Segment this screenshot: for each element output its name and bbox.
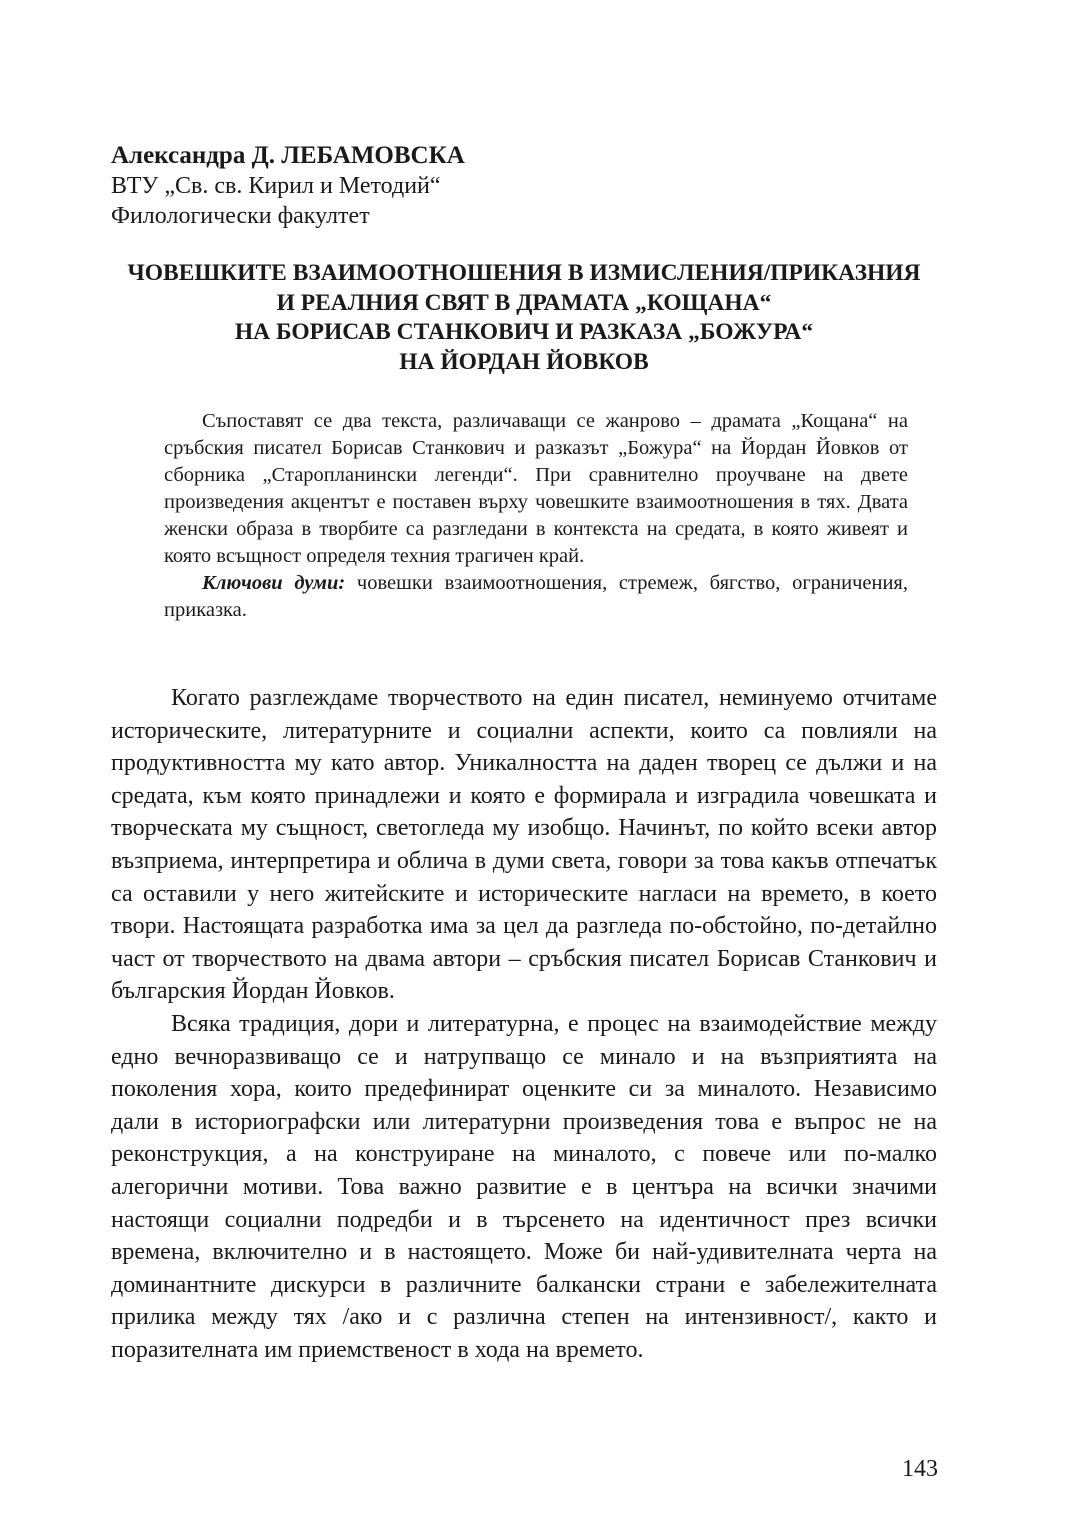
body-text bbox=[111, 682, 937, 1366]
title-line-3: НА БОРИСАВ СТАНКОВИЧ И РАЗКАЗА „БОЖУРА“ bbox=[234, 319, 814, 345]
article-title bbox=[111, 259, 937, 377]
institution: ВТУ „Св. св. Кирил и Методий“ bbox=[111, 173, 441, 199]
keywords-text: човешки взаимоотношения, стремеж, бягство, ограничения, приказка. bbox=[164, 572, 908, 621]
keywords-paragraph bbox=[164, 570, 908, 624]
faculty: Филологически факултет bbox=[111, 203, 370, 229]
abstract bbox=[164, 408, 908, 624]
keywords-label: Ключови думи: bbox=[202, 572, 346, 594]
page-number: 143 bbox=[902, 1456, 938, 1482]
title-line-1: ЧОВЕШКИТЕ ВЗАИМООТНОШЕНИЯ В ИЗМИСЛЕНИЯ/ПРИКАЗНИЯ bbox=[127, 260, 921, 286]
body-paragraph-1: Когато разглеждаме творчеството на един писател, неминуемо отчитаме историческите, литературните и социални аспекти, които са повлияли на продуктивността му като автор. Уникалността на даден творец се дължи и на средата, към която принадлежи и която е формирала и изградила човешката и творческата му същност, светогледа му изобщо. Начинът, по който всеки автор възприема, интерпретира и облича в думи света, говори за това какъв отпечатък са оставили у него житейските и историческите нагласи на времето, в което твори. Настоящата разработка има за цел да разгледа по-обстойно, по-детайлно част от творчеството на двама автори – сръбския писател Борисав Станкович и българския Йордан Йовков. bbox=[111, 685, 937, 1005]
author-name: Александра Д. ЛЕБАМОВСКА bbox=[111, 142, 465, 169]
abstract-text: Съпоставят се два текста, различаващи се жанрово – драмата „Кощана“ на сръбския писател Борисав Станкович и разказът „Божура“ на Йордан Йовков от сборника „Старопланински легенди“. При сравнително проучване на двете произведения акцентът е поставен върху човешките взаимоотношения в тях. Двата женски образа в творбите са разгледани в контекста на средата, в която живеят и която всъщност определя техния трагичен край. bbox=[164, 410, 908, 567]
title-line-2: И РЕАЛНИЯ СВЯТ В ДРАМАТА „КОЩАНА“ bbox=[276, 289, 772, 316]
author-block bbox=[111, 141, 931, 231]
title-line-4: НА ЙОРДАН ЙОВКОВ bbox=[399, 348, 649, 375]
body-paragraph-2: Всяка традиция, дори и литературна, е процес на взаимодействие между едно вечноразвиващо се и натрупващо се минало и на възприятията на поколения хора, които предефинират оценките си за миналото. Независимо дали в историографски или литературни произведения това е въпрос не на реконструкция, а на конструиране на миналото, с повече или по-малко алегорични мотиви. Това важно развитие е в центъра на всички значими настоящи социални подредби и в търсенето на идентичност през всички времена, включително и в настоящето. Може би най-удивителната черта на доминантните дискурси в различните балкански страни е забележителната прилика между тях /ако и с различна степен на интензивност/, както и поразителната им приемственост в хода на времето. bbox=[111, 1010, 937, 1363]
